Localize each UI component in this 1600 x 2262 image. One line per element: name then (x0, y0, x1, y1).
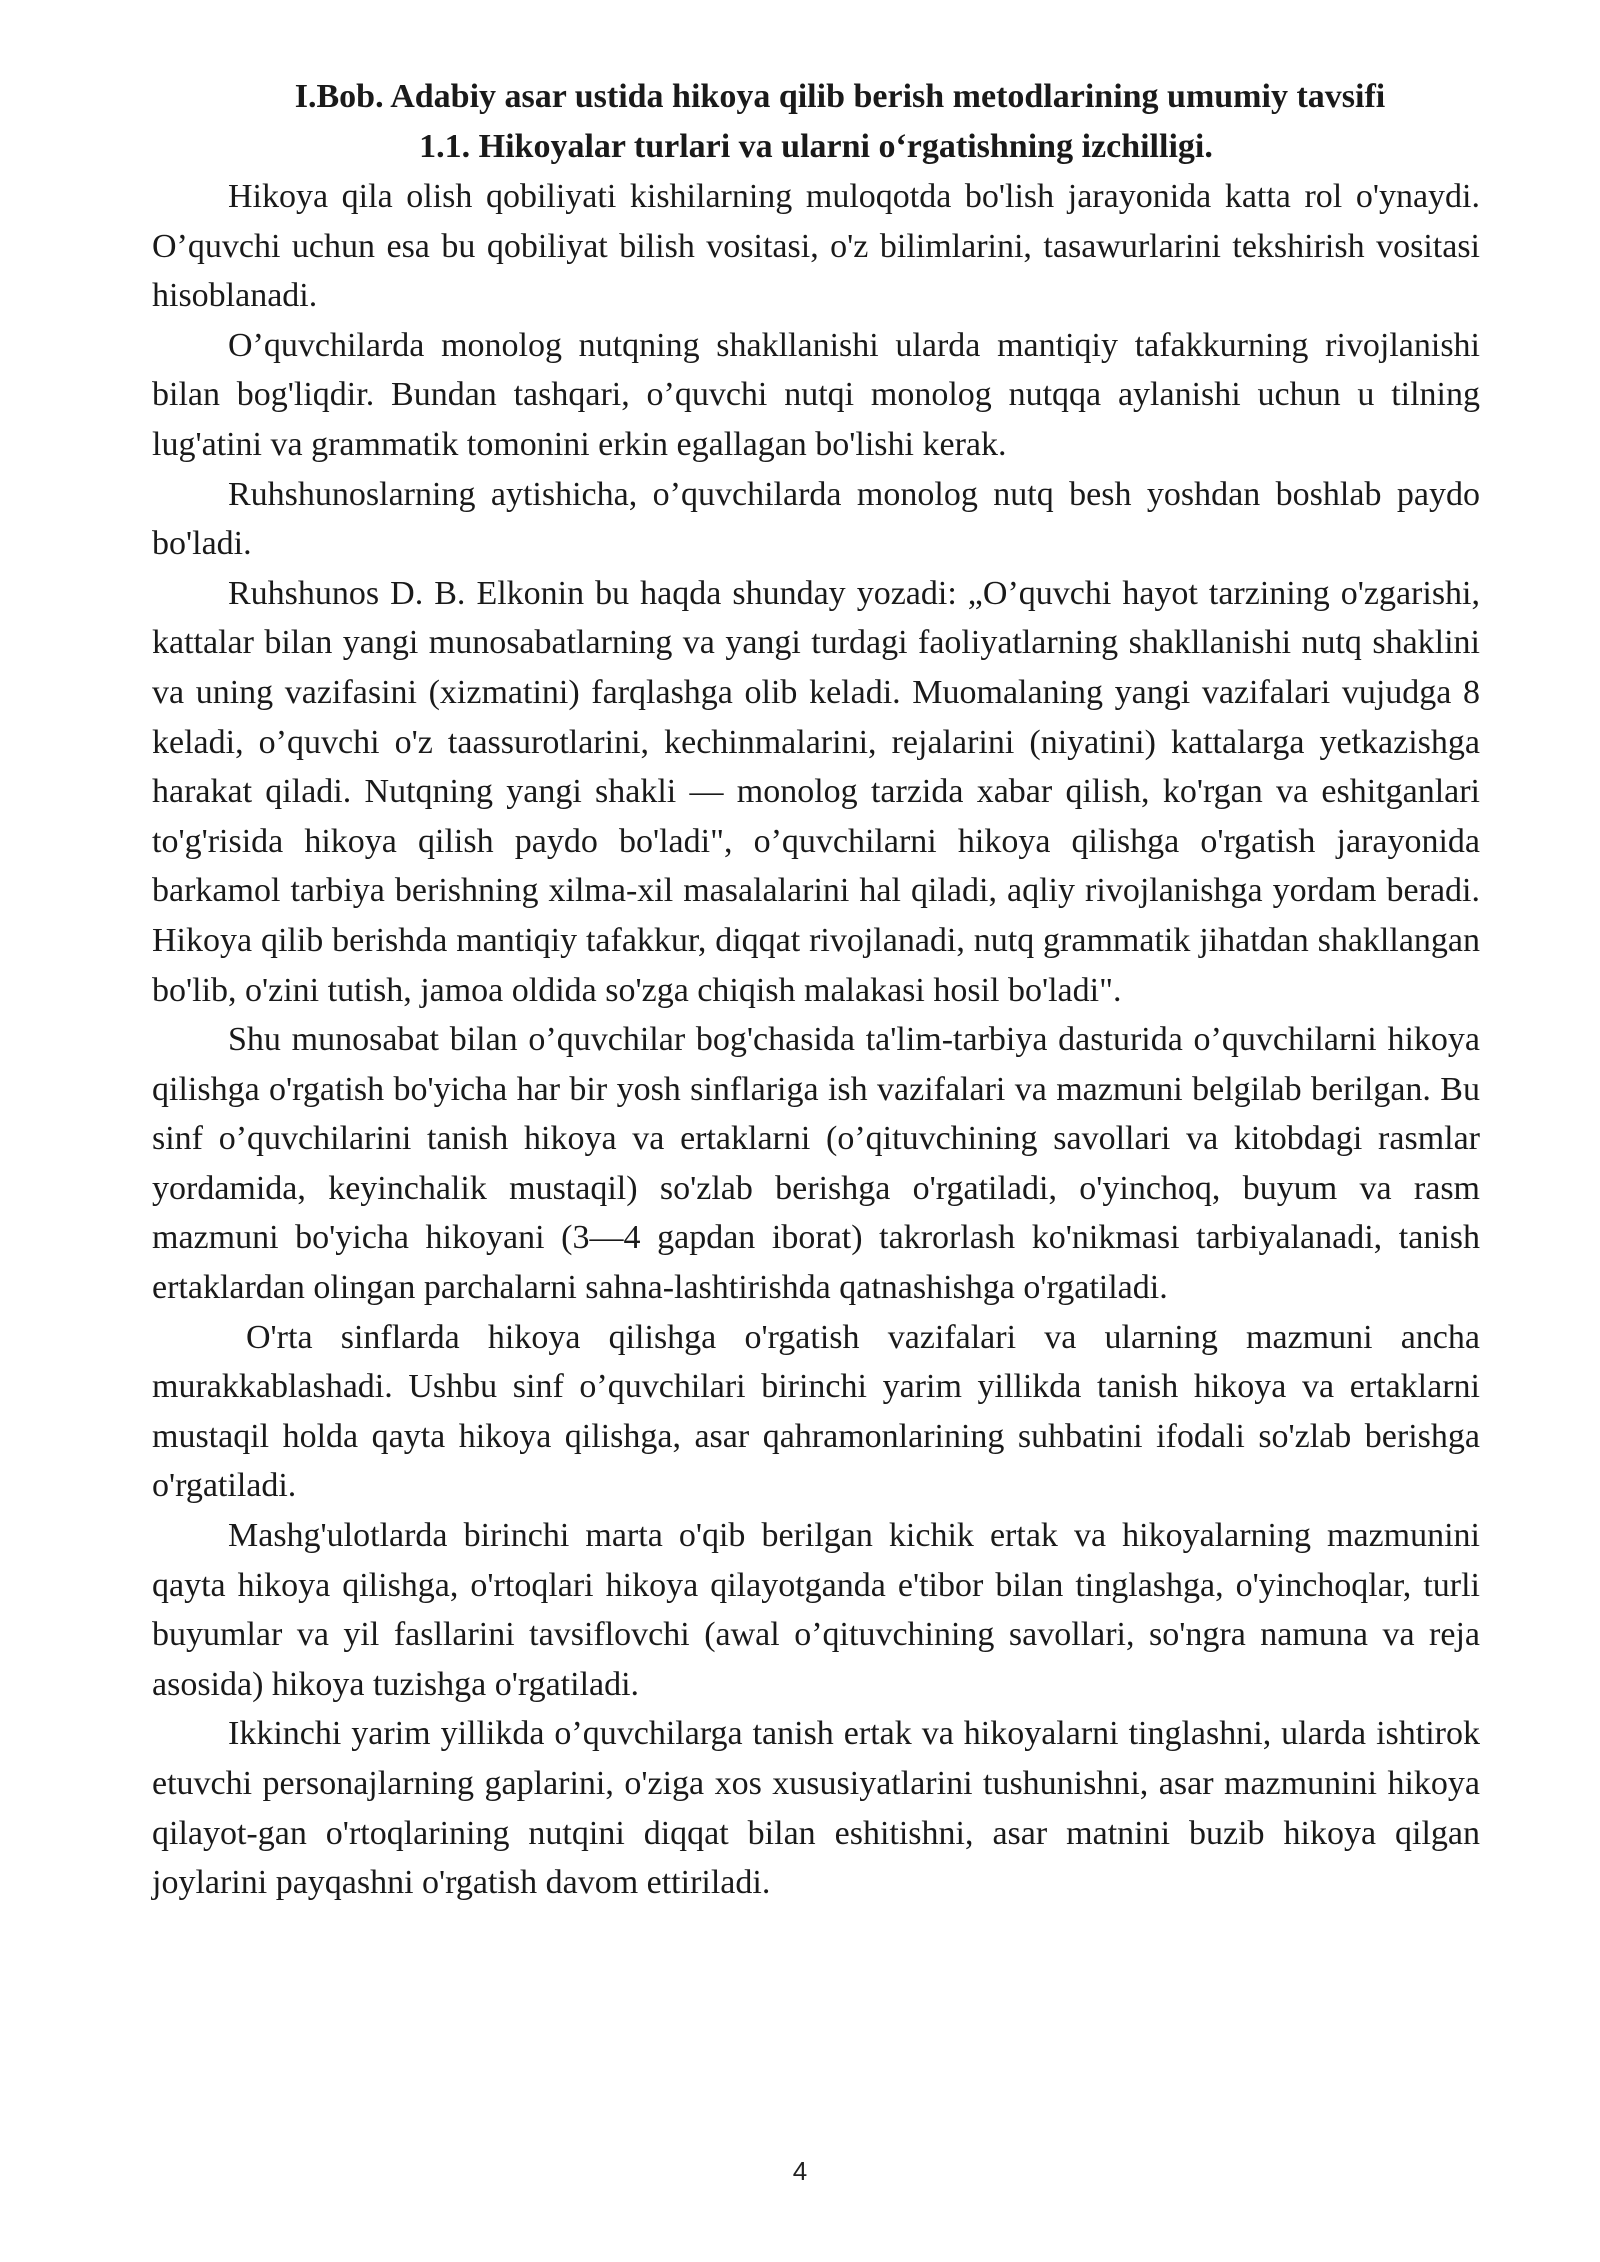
paragraph: Shu munosabat bilan o’quvchilar bog'chasida ta'lim-tarbiya dasturida o’quvchilarni hikoya qilishga o'rgatish bo'yicha har bir yosh sinflariga ish vazifalari va mazmuni belgilab berilgan. Bu sinf o’quvchilarini tanish hikoya va ertaklarni (o’qituvchining savollari va kitobdagi rasmlar yordamida, keyinchalik mustaqil) so'zlab berishga o'rgatiladi, o'yinchoq, buyum va rasm mazmuni bo'yicha hikoyani (3—4 gapdan iborat) takrorlash ko'nikmasi tarbiyalanadi, tanish ertaklardan olingan parchalarni sahna-lashtirishda qatnashishga o'rgatiladi. (152, 1021, 1480, 1307)
page-content (152, 72, 1480, 1908)
section-title: 1.1. Hikoyalar turlari va ularni o‘rgatishning izchilligi. (419, 128, 1213, 165)
paragraph: O’quvchilarda monolog nutqning shakllanishi ularda mantiqiy tafakkurning rivojlanishi bilan bog'liqdir. Bundan tashqari, o’quvchi nutqi monolog nutqqa aylanishi uchun u tilning lug'atini va grammatik tomonini erkin egallagan bo'lishi kerak. (152, 326, 1480, 463)
paragraph: Ikkinchi yarim yillikda o’quvchilarga tanish ertak va hikoyalarni tinglashni, ularda ishtirok etuvchi personajlarning gaplarini, o'ziga xos xususiyatlarini tushunishni, asar mazmunini hikoya qilayot-gan o'rtoqlarining nutqini diqqat bilan eshitishni, asar matnini buzib hikoya qilgan joylarini payqashni o'rgatish davom ettiriladi. (152, 1715, 1480, 1902)
paragraph: Ruhshunos D. B. Elkonin bu haqda shunday yozadi: „O’quvchi hayot tarzining o'zgarishi, kattalar bilan yangi munosabatlarning va yangi turdagi faoliyatlarning shakllanishi nutq shaklini va uning vazifasini (xizmatini) farqlashga olib keladi. Muomalaning yangi vazifalari vujudga 8 keladi, o’quvchi o'z taassurotlarini, kechinmalarini, rejalarini (niyatini) kattalarga yetkazishga harakat qiladi. Nutqning yangi shakli — monolog tarzida xabar qilish, ko'rgan va eshitganlari to'g'risida hikoya qilish paydo bo'ladi", o’quvchilarni hikoya qilishga o'rgatish jarayonida barkamol tarbiya berishning xilma-xil masalalarini hal qiladi, aqliy rivojlanishga yordam beradi. Hikoya qilib berishda mantiqiy tafakkur, diqqat rivojlanadi, nutq grammatik jihatdan shakllangan bo'lib, o'zini tutish, jamoa oldida so'zga chiqish malakasi hosil bo'ladi". (152, 574, 1480, 1009)
chapter-title: I.Bob. Adabiy asar ustida hikoya qilib berish metodlarining umumiy tavsifi (294, 78, 1386, 115)
paragraph: Mashg'ulotlarda birinchi marta o'qib berilgan kichik ertak va hikoyalarning mazmunini qayta hikoya qilishga, o'rtoqlari hikoya qilayotganda e'tibor bilan tinglashga, o'yinchoqlar, turli buyumlar va yil fasllarini tavsiflovchi (awal o’qituvchining savollari, so'ngra namuna va reja asosida) hikoya tuzishga o'rgatiladi. (152, 1517, 1480, 1703)
page-number: 4 (792, 2156, 808, 2186)
paragraph: Ruhshunoslarning aytishicha, o’quvchilarda monolog nutq besh yoshdan boshlab paydo bo'ladi. (152, 475, 1480, 563)
paragraph: O'rta sinflarda hikoya qilishga o'rgatish vazifalari va ularning mazmuni ancha murakkablashadi. Ushbu sinf o’quvchilari birinchi yarim yillikda tanish hikoya va ertaklarni mustaqil holda qayta hikoya qilishga, asar qahramonlarining suhbatini ifodali so'zlab berishga o'rgatiladi. (152, 1318, 1480, 1505)
paragraph: Hikoya qila olish qobiliyati kishilarning muloqotda bo'lish jarayonida katta rol o'ynaydi. O’quvchi uchun esa bu qobiliyat bilish vositasi, o'z bilimlarini, tasawurlarini tekshirish vositasi hisoblanadi. (152, 178, 1480, 315)
